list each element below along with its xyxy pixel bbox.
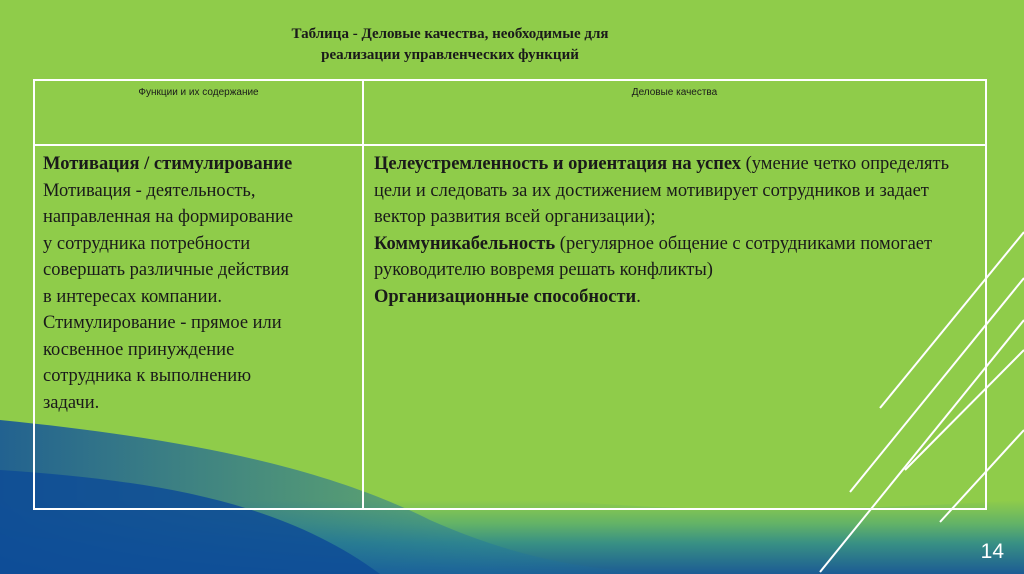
function-line: направленная на формирование [43,207,294,227]
function-heading: Мотивация / стимулирование [43,154,293,174]
quality-item-organization [374,284,977,311]
quality-organization-title: Организационные способности [374,286,637,307]
function-line: косвенное принуждение [43,339,235,360]
qualities-cell [363,145,986,509]
table-caption [240,24,660,66]
qualities-table [33,79,987,510]
quality-goal-orientation-desc: (умение четко определять цели и следовать за их достижением мотивирует сотрудников и задает вектор развития всей организации); [374,154,950,227]
quality-goal-orientation-title: Целеустремленность и ориентация на успех [374,154,741,174]
table-row [34,145,986,509]
function-line: сотрудника к выполнению [43,366,252,386]
quality-item-communication [374,231,977,284]
header-qualities: Деловые качества [363,80,986,145]
slide-number: 14 [980,540,1004,563]
header-functions: Функции и их содержание [34,80,363,145]
function-line: у сотрудника потребности [43,233,251,254]
table-header-row [34,80,986,145]
quality-communication-desc: (регулярное общение с сотрудниками помогает руководителю вовремя решать конфликты) [374,233,933,280]
quality-item-goal-orientation [374,151,977,231]
function-line: совершать различные действия [43,260,290,280]
functions-cell [34,145,363,509]
caption-line-1: Таблица - Деловые качества, необходимые для [291,26,609,42]
quality-communication-title: Коммуникабельность [374,233,556,254]
caption-line-2: реализации управленческих функций [321,47,579,63]
function-line: Мотивация - деятельность, [43,180,256,201]
function-line: задачи. [43,392,100,413]
function-line: в интересах компании. [43,286,222,307]
function-line: Стимулирование - прямое или [43,313,282,333]
quality-organization-desc: . [636,286,641,307]
